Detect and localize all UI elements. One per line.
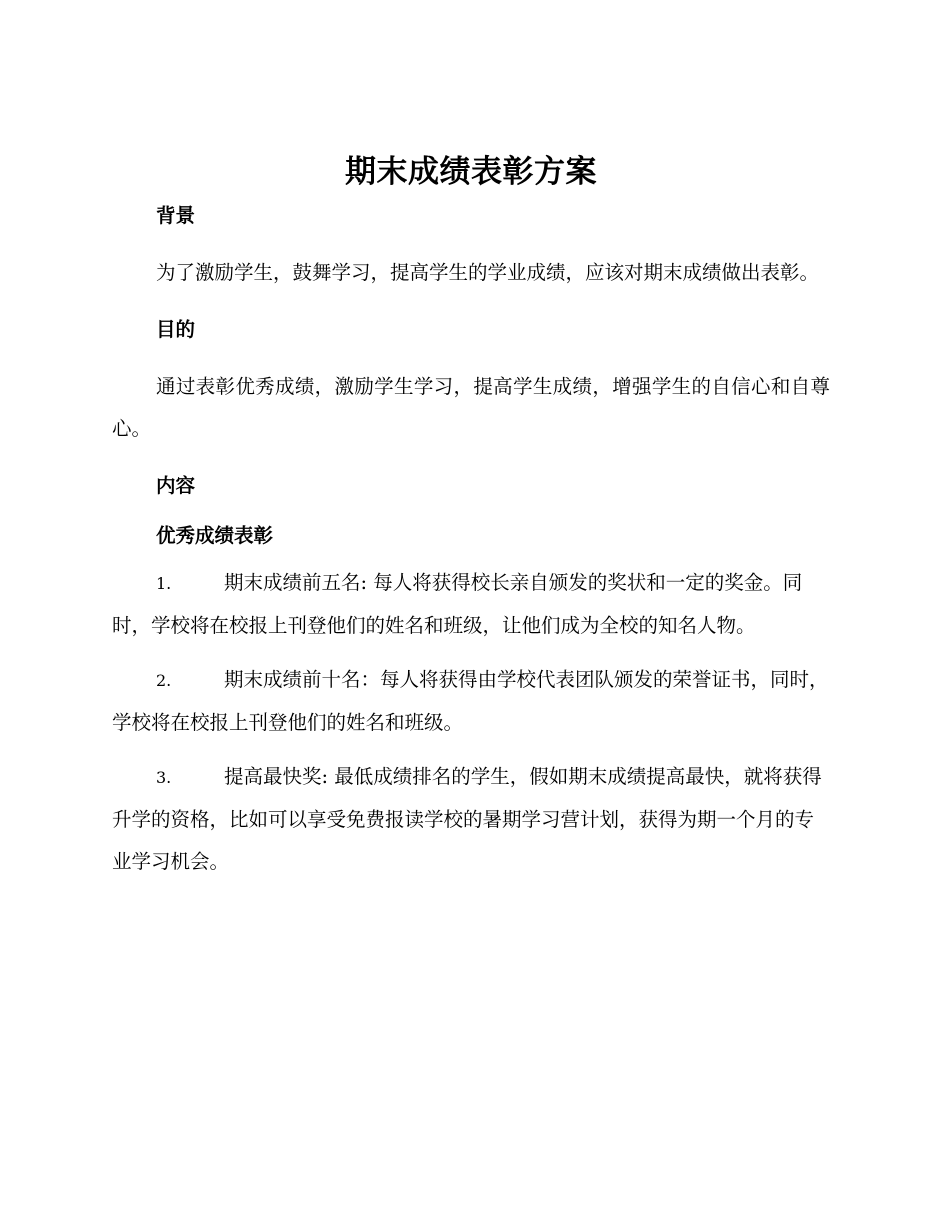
list-item-number: 3. — [156, 768, 172, 787]
list-item — [112, 756, 830, 883]
document-title: 期末成绩表彰方案 — [345, 154, 597, 190]
subsection-heading-excellent-grades: 优秀成绩表彰 — [156, 524, 274, 547]
list-item — [112, 562, 830, 647]
list-item-text: 期末成绩前十名：每人将获得由学校代表团队颁发的荣誉证书，同时，学校将在校报上刊登他们的姓名和班级。 — [112, 668, 829, 734]
paragraph-background: 为了激励学生，鼓舞学习，提高学生的学业成绩，应该对期末成绩做出表彰。 — [156, 261, 820, 284]
list-item-text: 期末成绩前五名: 每人将获得校长亲自颁发的奖状和一定的奖金。同时，学校将在校报上刊登他们的姓名和班级，让他们成为全校的知名人物。 — [112, 571, 803, 637]
section-heading-background: 背景 — [156, 204, 196, 227]
list-item — [112, 659, 830, 744]
list-item-number: 2. — [156, 671, 172, 690]
document-body — [112, 152, 830, 883]
list-item-text: 提高最快奖: 最低成绩排名的学生，假如期末成绩提高最快，就将获得升学的资格，比如可以享受免费报读学校的暑期学习营计划，获得为期一个月的专业学习机会。 — [112, 765, 822, 873]
section-heading-purpose: 目的 — [156, 318, 196, 341]
list-item-number: 1. — [156, 574, 172, 593]
section-heading-content: 内容 — [156, 474, 196, 497]
paragraph-purpose: 通过表彰优秀成绩，激励学生学习，提高学生成绩，增强学生的自信心和自尊心。 — [112, 375, 830, 440]
